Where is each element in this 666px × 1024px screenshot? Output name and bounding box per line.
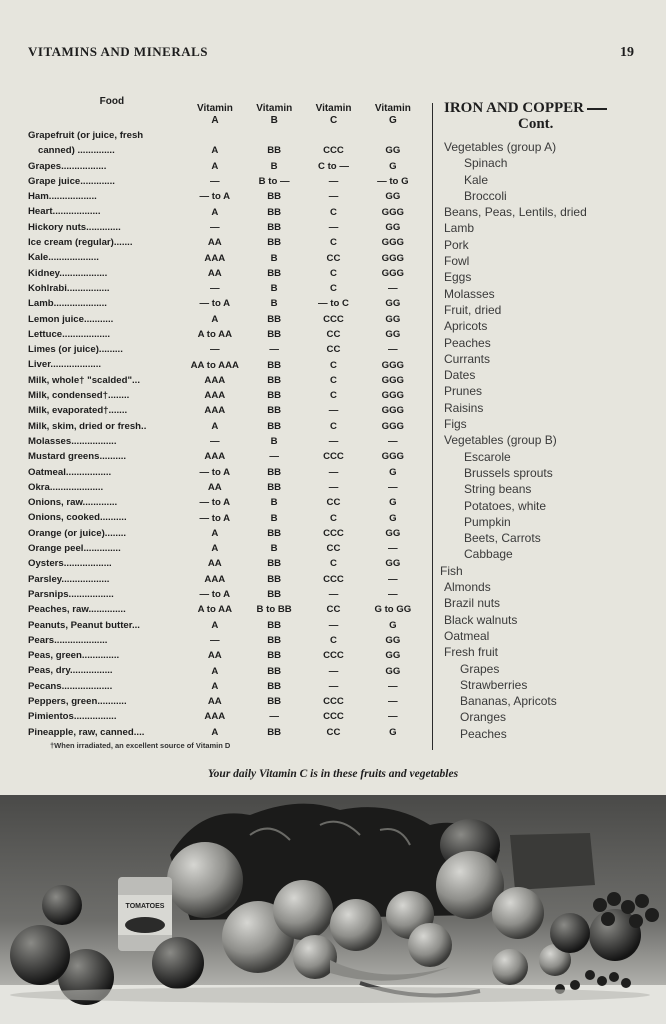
vitamin-b-cell: B (270, 543, 278, 555)
vitamin-g-cell: G (389, 497, 397, 509)
vitamin-g-cell: — to G (377, 176, 409, 188)
vitamin-b-cell: BB (267, 726, 282, 738)
iron-copper-item: Peaches (460, 726, 507, 741)
food-name: Grape juice............. (28, 175, 115, 187)
vitamin-c-cell: CCC (323, 145, 344, 157)
iron-copper-item: Escarole (464, 449, 511, 464)
food-name: Limes (or juice)......... (28, 344, 123, 356)
vitamin-c-cell: — (328, 405, 339, 417)
vitamin-c-cell: — to C (318, 298, 349, 310)
title-dash (587, 108, 607, 110)
vitamin-g-cell: GGG (381, 359, 405, 371)
vitamin-g-cell: GG (385, 650, 401, 662)
iron-copper-item: Molasses (444, 286, 495, 301)
vitamin-b-cell: BB (267, 466, 282, 478)
vitamin-c-cell: — (328, 176, 339, 188)
vitamin-g-cell: GGG (381, 206, 405, 218)
table-row (28, 556, 423, 571)
vitamin-a-cell: AAA (204, 405, 226, 417)
iron-copper-item: Spinach (464, 156, 508, 171)
table-row (28, 434, 423, 449)
iron-copper-item: Fowl (444, 254, 470, 269)
vitamin-a-cell: A (211, 665, 219, 677)
vitamin-c-cell: — (328, 191, 339, 203)
table-row (28, 204, 423, 219)
vitamin-g-cell: GG (385, 558, 401, 570)
vitamin-c-cell: — (328, 466, 339, 478)
vitamin-b-cell: BB (267, 573, 282, 585)
page-number: 19 (620, 45, 634, 60)
vitamin-a-cell: A (211, 145, 219, 157)
food-name: Grapefruit (or juice, fresh canned) .............. (28, 130, 144, 157)
vitamin-c-cell: CCC (323, 696, 344, 708)
table-row (28, 128, 423, 159)
table-row (28, 618, 423, 633)
vitamin-a-cell: AA to AAA (190, 359, 239, 371)
table-row (28, 189, 423, 204)
table-row (28, 220, 423, 235)
vitamin-b-cell: B (270, 298, 278, 310)
vitamin-a-cell: — to A (199, 512, 231, 524)
vitamin-c-cell: C (330, 359, 337, 371)
food-name: Peas, dry................ (28, 665, 113, 677)
vitamin-b-cell: B (270, 497, 278, 509)
vitamin-b-cell: BB (267, 527, 282, 539)
table-row (28, 694, 423, 709)
table-row (28, 373, 423, 388)
vitamin-g-cell: GG (385, 329, 401, 340)
table-row (28, 526, 423, 541)
food-name: Mustard greens.......... (28, 451, 127, 463)
vitamin-b-cell: B to — (258, 176, 290, 188)
food-name: Kohlrabi................ (28, 282, 110, 294)
table-row (28, 174, 423, 189)
table-body (28, 128, 423, 740)
vitamin-a-cell: A (211, 420, 219, 432)
vitamin-a-cell: — to A (199, 191, 231, 203)
vitamin-g-cell: GG (385, 313, 401, 325)
iron-copper-item: Brussels sprouts (464, 465, 553, 480)
food-name: Kidney.................. (28, 267, 108, 279)
table-row (28, 633, 423, 648)
vitamin-g-cell: G (389, 466, 397, 478)
vitamin-g-cell: GG (385, 665, 401, 677)
iron-copper-item: Fruit, dried (444, 302, 502, 317)
iron-copper-item: Pumpkin (464, 514, 511, 529)
header-vitamin-b: Vitamin B (256, 103, 293, 126)
vitamin-b-cell: BB (267, 619, 282, 631)
vitamin-a-cell: AA (207, 237, 222, 249)
table-row (28, 312, 423, 327)
vitamin-b-cell: — (269, 451, 279, 463)
vitamin-c-cell: C (330, 420, 337, 432)
table-row (28, 465, 423, 480)
vitamin-b-cell: — (269, 711, 279, 723)
iron-copper-item: Figs (444, 417, 467, 432)
table-row (28, 388, 423, 403)
vitamin-a-cell: A (211, 680, 219, 692)
vitamin-b-cell: B to BB (256, 604, 292, 616)
table-row (28, 541, 423, 556)
iron-copper-subtitle: Cont. (518, 116, 554, 132)
food-name: Lettuce.................. (28, 328, 111, 340)
vitamin-b-cell: BB (267, 267, 282, 279)
vitamin-g-cell: — (388, 696, 398, 708)
vitamin-a-cell: — (210, 221, 220, 233)
table-row (28, 159, 423, 174)
vitamin-b-cell: BB (267, 374, 282, 386)
iron-copper-item: Prunes (444, 384, 483, 399)
iron-copper-item: Cabbage (464, 547, 513, 562)
vitamin-a-cell: — to A (199, 466, 231, 478)
vitamin-b-cell: BB (267, 650, 282, 662)
vitamin-b-cell: BB (267, 237, 282, 249)
iron-copper-item: Dates (444, 368, 476, 383)
vitamin-table (28, 96, 423, 740)
vitamin-a-cell: AAA (204, 451, 226, 463)
vitamin-g-cell: GG (385, 527, 401, 539)
food-name: Oatmeal................. (28, 466, 112, 478)
food-name: Oysters.................. (28, 558, 112, 570)
vitamin-b-cell: B (270, 436, 278, 448)
food-name: Ice cream (regular)....... (28, 237, 133, 249)
vitamin-a-cell: AA (207, 267, 222, 279)
vitamin-b-cell: BB (267, 221, 282, 233)
vitamin-g-cell: — (388, 283, 398, 295)
food-name: Parsley.................. (28, 573, 110, 585)
food-name: Okra.................... (28, 481, 104, 493)
vitamin-b-cell: BB (267, 420, 282, 432)
food-name: Pineapple, raw, canned.... (28, 726, 145, 738)
iron-copper-item: Apricots (444, 319, 488, 334)
running-head: VITAMINS AND MINERALS (28, 44, 209, 59)
vitamin-g-cell: GGG (381, 390, 405, 402)
vitamin-a-cell: A (211, 313, 219, 325)
food-name: Orange (or juice)........ (28, 527, 127, 539)
iron-copper-section (440, 100, 660, 742)
food-name: Hickory nuts............. (28, 221, 121, 233)
vitamin-g-cell: GG (385, 145, 401, 157)
can-label: TOMATOES (125, 903, 165, 910)
vitamin-g-cell: GGG (381, 405, 405, 417)
table-row (28, 327, 423, 342)
table-row (28, 235, 423, 250)
vitamin-c-cell: C (330, 390, 337, 402)
vitamin-a-cell: — to A (199, 497, 231, 509)
vitamin-c-cell: C (330, 512, 337, 524)
table-row (28, 480, 423, 495)
fruit-vegetable-photo (0, 795, 666, 1024)
vitamin-c-cell: CC (326, 726, 341, 738)
vitamin-b-cell: B (270, 160, 278, 172)
vitamin-c-cell: CCC (323, 527, 344, 539)
iron-copper-item: Peaches (444, 335, 491, 350)
vitamin-g-cell: GGG (381, 451, 405, 463)
table-row (28, 663, 423, 678)
iron-copper-item: Strawberries (460, 677, 528, 692)
table-header (28, 96, 423, 128)
vitamin-c-cell: — (328, 680, 339, 692)
header-vitamin-a: Vitamin A (196, 103, 233, 126)
vitamin-g-cell: G (389, 619, 397, 631)
table-row (28, 587, 423, 602)
vitamin-g-cell: GG (385, 634, 401, 646)
vitamin-b-cell: BB (267, 589, 282, 601)
vitamin-c-cell: C (330, 267, 337, 279)
vitamin-g-cell: — (388, 589, 398, 601)
table-row (28, 266, 423, 281)
iron-copper-item: Pork (444, 237, 469, 252)
iron-copper-item: Beans, Peas, Lentils, dried (444, 205, 587, 220)
vitamin-b-cell: BB (267, 206, 282, 218)
vitamin-g-cell: — (388, 711, 398, 723)
iron-copper-item: Lamb (444, 221, 475, 236)
vitamin-a-cell: A (211, 619, 219, 631)
iron-copper-title: IRON AND COPPER (444, 100, 660, 117)
vitamin-c-cell: C to — (318, 160, 349, 172)
vitamin-g-cell: G (389, 512, 397, 524)
food-name: Orange peel.............. (28, 543, 121, 555)
vitamin-c-cell: CCC (323, 573, 344, 585)
vitamin-g-cell: G to GG (374, 604, 412, 616)
vitamin-b-cell: — (269, 344, 279, 356)
iron-copper-item: String beans (464, 482, 532, 497)
food-name: Milk, whole† "scalded"... (28, 374, 140, 386)
vitamin-a-cell: A (211, 726, 219, 738)
iron-copper-item: Potatoes, white (464, 498, 547, 513)
table-row (28, 449, 423, 464)
food-name: Liver................... (28, 359, 102, 371)
vitamin-c-cell: — (328, 665, 339, 677)
iron-copper-item: Black walnuts (444, 612, 518, 627)
food-name: Ham.................. (28, 191, 97, 203)
vitamin-g-cell: GGG (381, 420, 405, 432)
vitamin-b-cell: BB (267, 558, 282, 570)
vitamin-c-cell: CC (326, 252, 341, 264)
vitamin-c-cell: C (330, 237, 337, 249)
vitamin-c-cell: CCC (323, 650, 344, 662)
vitamin-c-cell: — (328, 221, 339, 233)
vitamin-a-cell: A to AA (197, 329, 233, 340)
vitamin-g-cell: GG (385, 298, 401, 310)
vitamin-g-cell: — (388, 680, 398, 692)
vitamin-a-cell: AA (207, 481, 222, 493)
vitamin-g-cell: G (389, 160, 397, 172)
vitamin-g-cell: — (388, 543, 398, 555)
food-name: Milk, condensed†........ (28, 390, 130, 402)
vitamin-b-cell: BB (267, 191, 282, 203)
vitamin-a-cell: AA (207, 650, 222, 662)
iron-copper-item: Beets, Carrots (464, 531, 541, 546)
food-name: Milk, evaporated†....... (28, 405, 128, 417)
table-row (28, 709, 423, 724)
food-name: Lemon juice........... (28, 313, 114, 325)
vitamin-b-cell: B (270, 252, 278, 264)
table-row (28, 572, 423, 587)
vitamin-b-cell: BB (267, 145, 282, 157)
header-vitamin-c: Vitamin C (315, 103, 352, 126)
vitamin-c-cell: — (328, 481, 339, 493)
vitamin-a-cell: A (211, 543, 219, 555)
vitamin-a-cell: AA (207, 696, 222, 708)
food-name: Peas, green.............. (28, 650, 120, 662)
table-row (28, 510, 423, 525)
vitamin-c-cell: CCC (323, 451, 344, 463)
food-name: Peanuts, Peanut butter... (28, 619, 140, 631)
food-name: Grapes................. (28, 160, 107, 172)
food-name: Lamb.................... (28, 298, 107, 310)
vitamin-a-cell: AAA (204, 711, 226, 723)
vitamin-c-cell: CC (326, 329, 341, 340)
iron-copper-item: Brazil nuts (444, 596, 501, 611)
iron-copper-item: Vegetables (group B) (444, 433, 557, 448)
vitamin-a-cell: AA (207, 558, 222, 570)
vitamin-a-cell: — (210, 344, 220, 356)
vitamin-c-cell: — (328, 619, 339, 631)
vitamin-c-cell: C (330, 283, 337, 295)
food-name: Kale................... (28, 252, 99, 264)
vitamin-g-cell: — (388, 573, 398, 585)
iron-copper-item: Oatmeal (444, 628, 490, 643)
iron-copper-item: Currants (444, 351, 491, 366)
vitamin-c-cell: CC (326, 604, 341, 616)
vitamin-b-cell: B (270, 512, 278, 524)
photo-caption: Your daily Vitamin C is in these fruits and vegetables (207, 768, 459, 780)
table-row (28, 357, 423, 372)
table-row (28, 403, 423, 418)
vitamin-a-cell: — to A (199, 298, 231, 310)
food-name: Onions, raw............. (28, 497, 118, 509)
iron-copper-list (440, 139, 660, 742)
iron-copper-item: Almonds (444, 580, 491, 595)
iron-copper-item: Raisins (444, 400, 484, 415)
table-row (28, 602, 423, 617)
vitamin-c-cell: CC (326, 543, 341, 555)
vitamin-a-cell: AAA (204, 252, 226, 264)
vitamin-a-cell: A (211, 160, 219, 172)
table-row (28, 495, 423, 510)
iron-copper-item: Bananas, Apricots (460, 694, 557, 709)
vitamin-a-cell: AAA (204, 390, 226, 402)
vitamin-c-cell: CC (326, 344, 341, 356)
vitamin-g-cell: — (388, 436, 398, 448)
iron-copper-item: Broccoli (464, 188, 507, 203)
vitamin-g-cell: — (388, 481, 398, 493)
vitamin-g-cell: G (389, 726, 397, 738)
vitamin-a-cell: A (211, 527, 219, 539)
vitamin-g-cell: GGG (381, 237, 405, 249)
vitamin-c-cell: C (330, 634, 337, 646)
table-row (28, 419, 423, 434)
vitamin-b-cell: BB (267, 405, 282, 417)
vitamin-c-cell: — (328, 436, 339, 448)
vitamin-g-cell: GG (385, 221, 401, 233)
iron-copper-item: Grapes (460, 661, 500, 676)
vitamin-a-cell: AAA (204, 573, 226, 585)
vitamin-b-cell: BB (267, 390, 282, 402)
food-name: Parsnips................. (28, 588, 114, 600)
table-row (28, 296, 423, 311)
vitamin-a-cell: A to AA (197, 604, 233, 616)
food-name: Milk, skim, dried or fresh.. (28, 420, 147, 432)
food-name: Onions, cooked.......... (28, 512, 127, 524)
vitamin-a-cell: A (211, 206, 219, 218)
header-vitamin-g: Vitamin G (374, 103, 411, 126)
vitamin-c-cell: — (328, 589, 339, 601)
iron-copper-item: Oranges (460, 710, 507, 725)
table-row (28, 679, 423, 694)
vitamin-b-cell: BB (267, 313, 282, 325)
vitamin-c-cell: CCC (323, 711, 344, 723)
vitamin-g-cell: GGG (381, 252, 405, 264)
food-name: Heart.................. (28, 206, 101, 218)
vitamin-a-cell: — (210, 283, 220, 295)
vitamin-a-cell: — (210, 176, 220, 188)
vitamin-b-cell: BB (267, 680, 282, 692)
vitamin-g-cell: GGG (381, 267, 405, 279)
food-name: Peaches, raw.............. (28, 604, 126, 616)
vitamin-a-cell: — to A (199, 589, 231, 601)
iron-copper-item: Eggs (444, 270, 472, 285)
table-row (28, 250, 423, 265)
vitamin-b-cell: BB (267, 634, 282, 646)
table-row (28, 342, 423, 357)
vitamin-c-cell: C (330, 558, 337, 570)
vitamin-b-cell: BB (267, 696, 282, 708)
food-name: Pears.................... (28, 634, 108, 646)
vitamin-b-cell: BB (267, 665, 282, 677)
column-divider (432, 103, 433, 750)
vitamin-c-cell: C (330, 206, 337, 218)
vitamin-b-cell: BB (267, 359, 282, 371)
header-food: Food (99, 96, 125, 107)
iron-copper-item: Fresh fruit (444, 645, 499, 660)
iron-copper-item: Vegetables (group A) (444, 140, 557, 154)
food-name: Pimientos................ (28, 711, 117, 723)
vitamin-g-cell: GG (385, 191, 401, 203)
vitamin-b-cell: BB (267, 481, 282, 493)
iron-copper-item: Fish (440, 563, 463, 578)
vitamin-g-cell: — (388, 344, 398, 356)
food-name: Pecans................... (28, 680, 113, 692)
vitamin-c-cell: CCC (323, 313, 344, 325)
vitamin-a-cell: AAA (204, 374, 226, 386)
vitamin-g-cell: GGG (381, 374, 405, 386)
table-row (28, 725, 423, 740)
table-row (28, 281, 423, 296)
food-name: Molasses................. (28, 435, 117, 447)
vitamin-a-cell: — (210, 634, 220, 646)
vitamin-c-cell: C (330, 374, 337, 386)
food-name: Peppers, green........... (28, 695, 127, 707)
footnote: †When irradiated, an excellent source of Vitamin D (50, 741, 231, 750)
vitamin-b-cell: BB (267, 329, 282, 340)
vitamin-c-cell: CC (326, 497, 341, 509)
vitamin-a-cell: — (210, 436, 220, 448)
table-row (28, 648, 423, 663)
vitamin-b-cell: B (270, 283, 278, 295)
iron-copper-item: Kale (464, 172, 489, 187)
